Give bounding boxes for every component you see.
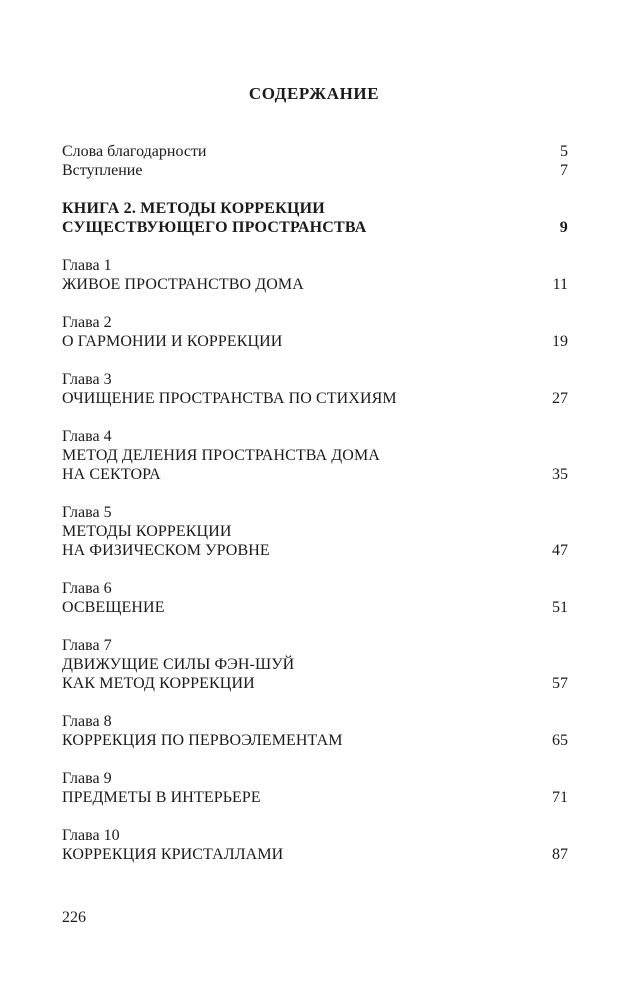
toc-entry-text [62, 256, 502, 294]
chapter-label: Глава 10 [62, 827, 120, 844]
entry-page-number: 19 [552, 333, 568, 350]
page-number: 226 [62, 909, 86, 926]
toc-entry-text [62, 161, 502, 180]
chapter-label: Глава 2 [62, 314, 112, 331]
toc-entry [62, 313, 568, 351]
toc-entry-text [62, 142, 502, 161]
entry-title-line: КНИГА 2. МЕТОДЫ КОРРЕКЦИИ [62, 200, 325, 217]
chapter-label: Глава 9 [62, 770, 112, 787]
chapter-label: Глава 1 [62, 257, 112, 274]
entry-page-number: 87 [552, 846, 568, 863]
toc-entry [62, 142, 568, 161]
entry-title-line: О ГАРМОНИИ И КОРРЕКЦИИ [62, 333, 283, 350]
toc-entry-text [62, 826, 502, 864]
chapter-label: Глава 4 [62, 428, 112, 445]
entry-title-line: МЕТОДЫ КОРРЕКЦИИ [62, 523, 232, 540]
toc-entry-text [62, 579, 502, 617]
toc-entry [62, 161, 568, 180]
toc-entry-text [62, 636, 502, 693]
chapter-label: Глава 3 [62, 371, 112, 388]
table-of-contents [62, 142, 568, 883]
entry-title-line: КОРРЕКЦИЯ КРИСТАЛЛАМИ [62, 846, 284, 863]
toc-entry [62, 370, 568, 408]
entry-title-line: СУЩЕСТВУЮЩЕГО ПРОСТРАНСТВА [62, 219, 367, 236]
toc-entry-text [62, 712, 502, 750]
toc-entry [62, 769, 568, 807]
toc-entry-text [62, 370, 502, 408]
toc-entry-text [62, 503, 502, 560]
toc-entry [62, 636, 568, 693]
entry-title-line: Вступление [62, 162, 143, 179]
toc-heading: СОДЕРЖАНИЕ [248, 84, 380, 103]
toc-entry [62, 199, 568, 237]
entry-page-number: 11 [552, 276, 568, 293]
entry-title-line: МЕТОД ДЕЛЕНИЯ ПРОСТРАНСТВА ДОМА [62, 447, 380, 464]
entry-page-number: 47 [552, 542, 568, 559]
toc-entry-text [62, 313, 502, 351]
toc-entry [62, 427, 568, 484]
toc-entry [62, 503, 568, 560]
chapter-label: Глава 7 [62, 637, 112, 654]
entry-page-number: 7 [560, 162, 568, 179]
entry-page-number: 57 [552, 675, 568, 692]
toc-entry-text [62, 427, 502, 484]
entry-page-number: 35 [552, 466, 568, 483]
toc-entry-text [62, 199, 502, 237]
entry-title-line: ДВИЖУЩИЕ СИЛЫ ФЭН-ШУЙ [62, 656, 295, 673]
chapter-label: Глава 8 [62, 713, 112, 730]
entry-page-number: 9 [559, 219, 568, 236]
entry-title-line: КОРРЕКЦИЯ ПО ПЕРВОЭЛЕМЕНТАМ [62, 732, 343, 749]
chapter-label: Глава 6 [62, 580, 112, 597]
entry-page-number: 65 [552, 732, 568, 749]
chapter-label: Глава 5 [62, 504, 112, 521]
entry-title-line: ОЧИЩЕНИЕ ПРОСТРАНСТВА ПО СТИХИЯМ [62, 390, 397, 407]
entry-title-line: Слова благодарности [62, 143, 207, 160]
entry-title-line: ОСВЕЩЕНИЕ [62, 599, 165, 616]
entry-title-line: ЖИВОЕ ПРОСТРАНСТВО ДОМА [62, 276, 304, 293]
entry-page-number: 51 [552, 599, 568, 616]
entry-title-line: КАК МЕТОД КОРРЕКЦИИ [62, 675, 255, 692]
toc-entry [62, 712, 568, 750]
entry-title-line: ПРЕДМЕТЫ В ИНТЕРЬЕРЕ [62, 789, 261, 806]
toc-entry [62, 579, 568, 617]
entry-title-line: НА ФИЗИЧЕСКОМ УРОВНЕ [62, 542, 270, 559]
entry-page-number: 27 [552, 390, 568, 407]
toc-entry [62, 826, 568, 864]
toc-entry-text [62, 769, 502, 807]
entry-title-line: НА СЕКТОРА [62, 466, 161, 483]
entry-page-number: 5 [560, 143, 568, 160]
entry-page-number: 71 [552, 789, 568, 806]
toc-entry [62, 256, 568, 294]
